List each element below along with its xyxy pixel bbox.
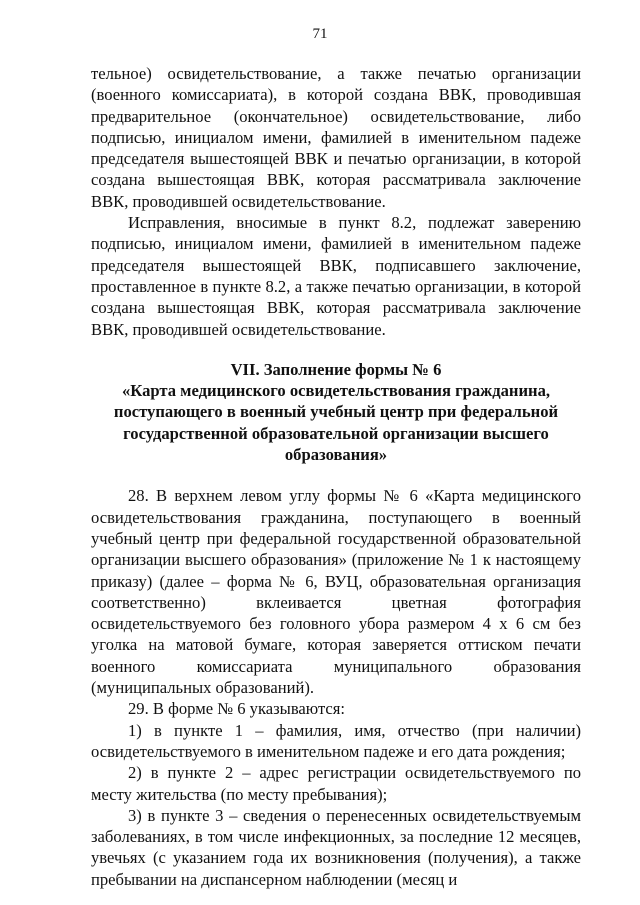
list-item-3: 3) в пункте 3 – сведения о перенесенных освидетельствуемым заболеваниях, в том числе инфекционных, за последние 12 месяцев, увечьях (с указанием года их возникновения (получения), а также пребывании на диспансерном наблюдении (месяц и bbox=[91, 805, 581, 889]
document-body bbox=[91, 63, 581, 890]
paragraph-29: 29. В форме № 6 указываются: bbox=[128, 699, 346, 719]
section-subtitle: «Карта медицинского освидетельствования гражданина, поступающего в военный учебный центр при федеральной государственной образовательной организации высшего образования» bbox=[113, 381, 559, 465]
section-title: VII. Заполнение формы № 6 bbox=[230, 359, 442, 379]
paragraph-corrections: Исправления, вносимые в пункт 8.2, подлежат заверению подписью, инициалом имени, фамилией в именительном падеже председателя вышестоящей ВВК, подписавшего заключение, проставленное в пункте 8.2, а также печатью организации, в которой создана вышестоящая ВВК, которая рассматривала заключение ВВК, проводившей освидетельствование. bbox=[91, 213, 581, 339]
paragraph-28: 28. В верхнем левом углу формы № 6 «Карта медицинского освидетельствования гражданина, поступающего в военный учебный центр при федеральной государственной образовательной организации высшего образования» (приложение № 1 к настоящему приказу) (далее – форма № 6, ВУЦ, образовательная организация соответственно) вклеивается цветная фотография освидетельствуемого без головного убора размером 4 х 6 см без уголка на матовой бумаге, которая заверяется оттиском печати военного комиссариата муниципального образования (муниципальных образований). bbox=[91, 486, 581, 698]
list-item-2: 2) в пункте 2 – адрес регистрации освидетельствуемого по месту жительства (по месту пребывания); bbox=[91, 763, 581, 804]
page-number: 71 bbox=[312, 26, 328, 42]
list-item-1: 1) в пункте 1 – фамилия, имя, отчество (при наличии) освидетельствуемого в именительном падеже и его дата рождения; bbox=[91, 720, 581, 761]
paragraph-continuation: тельное) освидетельствование, а также печатью организации (военного комиссариата), в которой создана ВВК, проводившая предварительное (окончательное) освидетельствование, либо подписью, инициалом имени, фамилией в именительном падеже председателя вышестоящей ВВК и печатью организации, в которой создана вышестоящая ВВК, которая рассматривала заключение ВВК, проводившей освидетельствование. bbox=[91, 64, 581, 211]
